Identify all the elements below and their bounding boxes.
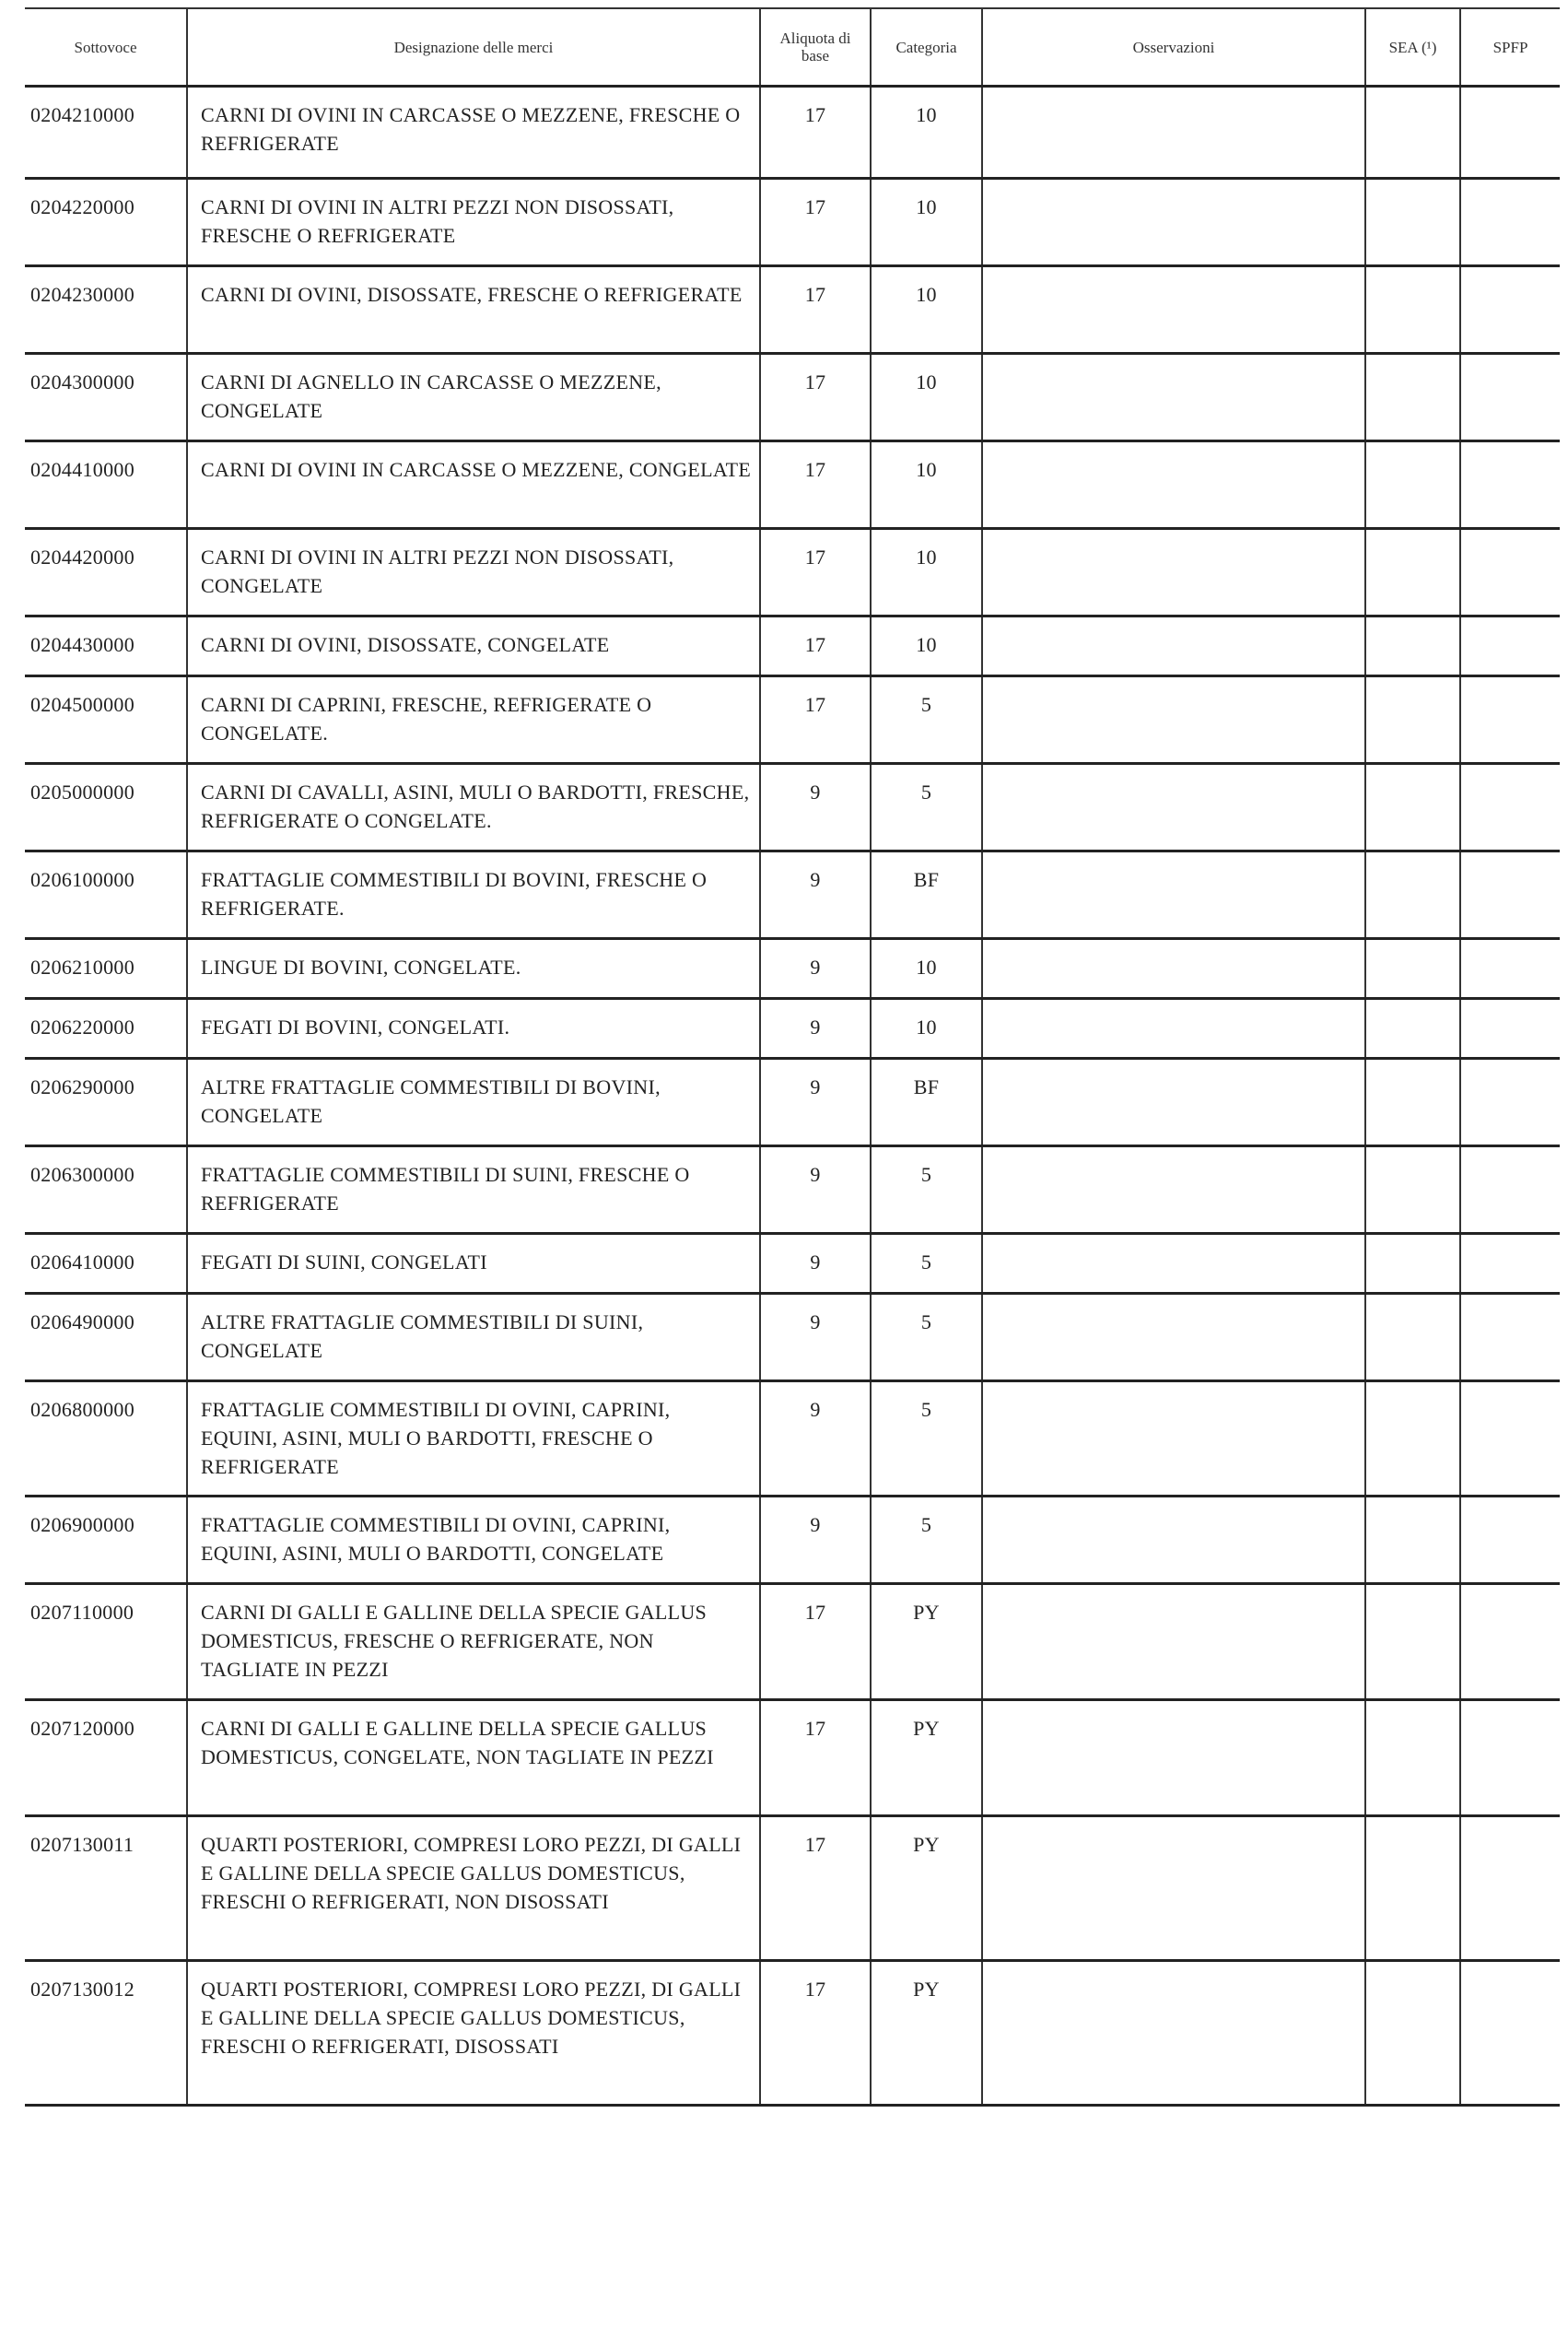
- row-spfp: [1460, 1294, 1560, 1381]
- row-sea: [1365, 1497, 1460, 1584]
- tariff-table: [25, 7, 1560, 2107]
- row-category: PY: [871, 1700, 982, 1816]
- row-description: CARNI DI CAPRINI, FRESCHE, REFRIGERATE O CONGELATE.: [187, 676, 760, 764]
- row-description: CARNI DI OVINI IN CARCASSE O MEZZENE, FRESCHE O REFRIGERATE: [187, 87, 760, 179]
- row-spfp: [1460, 1059, 1560, 1146]
- row-base-rate: 17: [760, 676, 871, 764]
- row-spfp: [1460, 266, 1560, 354]
- row-base-rate: 9: [760, 1059, 871, 1146]
- row-base-rate: 9: [760, 764, 871, 851]
- row-code: 0205000000: [25, 764, 187, 851]
- table-row: [25, 999, 1560, 1059]
- row-spfp: [1460, 441, 1560, 529]
- row-sea: [1365, 1700, 1460, 1816]
- row-code: 0204410000: [25, 441, 187, 529]
- row-spfp: [1460, 616, 1560, 676]
- row-category: 10: [871, 179, 982, 266]
- row-base-rate: 17: [760, 354, 871, 441]
- table-body: [25, 87, 1560, 2106]
- row-code: 0206900000: [25, 1497, 187, 1584]
- row-observations: [982, 939, 1365, 999]
- table-row: [25, 764, 1560, 851]
- row-spfp: [1460, 1816, 1560, 1961]
- row-sea: [1365, 1961, 1460, 2106]
- row-code: 0204300000: [25, 354, 187, 441]
- row-base-rate: 9: [760, 939, 871, 999]
- row-code: 0204420000: [25, 529, 187, 616]
- table-row: [25, 1234, 1560, 1294]
- row-code: 0204430000: [25, 616, 187, 676]
- row-spfp: [1460, 1381, 1560, 1497]
- row-sea: [1365, 1381, 1460, 1497]
- table-header: [25, 8, 1560, 87]
- row-description: FRATTAGLIE COMMESTIBILI DI OVINI, CAPRINI, EQUINI, ASINI, MULI O BARDOTTI, CONGELATE: [187, 1497, 760, 1584]
- row-sea: [1365, 999, 1460, 1059]
- row-code: 0207120000: [25, 1700, 187, 1816]
- row-description: FEGATI DI BOVINI, CONGELATI.: [187, 999, 760, 1059]
- row-sea: [1365, 676, 1460, 764]
- row-category: BF: [871, 1059, 982, 1146]
- row-base-rate: 9: [760, 999, 871, 1059]
- table-row: [25, 87, 1560, 179]
- table-row: [25, 616, 1560, 676]
- row-code: 0207110000: [25, 1584, 187, 1700]
- header-row: [25, 8, 1560, 87]
- row-spfp: [1460, 1497, 1560, 1584]
- row-observations: [982, 529, 1365, 616]
- row-code: 0204220000: [25, 179, 187, 266]
- row-observations: [982, 1961, 1365, 2106]
- row-code: 0207130011: [25, 1816, 187, 1961]
- row-code: 0206220000: [25, 999, 187, 1059]
- row-description: FRATTAGLIE COMMESTIBILI DI SUINI, FRESCHE O REFRIGERATE: [187, 1146, 760, 1234]
- row-spfp: [1460, 1700, 1560, 1816]
- table-row: [25, 1146, 1560, 1234]
- row-code: 0206410000: [25, 1234, 187, 1294]
- row-description: FEGATI DI SUINI, CONGELATI: [187, 1234, 760, 1294]
- row-description: CARNI DI OVINI, DISOSSATE, FRESCHE O REFRIGERATE: [187, 266, 760, 354]
- table-row: [25, 529, 1560, 616]
- row-description: CARNI DI OVINI IN ALTRI PEZZI NON DISOSSATI, FRESCHE O REFRIGERATE: [187, 179, 760, 266]
- table-row: [25, 939, 1560, 999]
- row-category: PY: [871, 1961, 982, 2106]
- row-description: FRATTAGLIE COMMESTIBILI DI BOVINI, FRESCHE O REFRIGERATE.: [187, 851, 760, 939]
- table-row: [25, 354, 1560, 441]
- row-category: PY: [871, 1816, 982, 1961]
- row-spfp: [1460, 676, 1560, 764]
- row-base-rate: 17: [760, 266, 871, 354]
- row-category: 10: [871, 87, 982, 179]
- col-header-osservazioni: Osservazioni: [982, 8, 1365, 87]
- row-code: 0206210000: [25, 939, 187, 999]
- row-sea: [1365, 1584, 1460, 1700]
- table-row: [25, 1294, 1560, 1381]
- row-sea: [1365, 441, 1460, 529]
- row-category: 10: [871, 266, 982, 354]
- row-observations: [982, 266, 1365, 354]
- row-code: 0206800000: [25, 1381, 187, 1497]
- table-row: [25, 266, 1560, 354]
- row-base-rate: 17: [760, 529, 871, 616]
- row-description: QUARTI POSTERIORI, COMPRESI LORO PEZZI, DI GALLI E GALLINE DELLA SPECIE GALLUS DOMESTICUS, FRESCHI O REFRIGERATI, NON DISOSSATI: [187, 1816, 760, 1961]
- row-category: 5: [871, 1234, 982, 1294]
- row-category: 5: [871, 1294, 982, 1381]
- row-description: CARNI DI GALLI E GALLINE DELLA SPECIE GALLUS DOMESTICUS, CONGELATE, NON TAGLIATE IN PEZZI: [187, 1700, 760, 1816]
- row-description: CARNI DI CAVALLI, ASINI, MULI O BARDOTTI, FRESCHE, REFRIGERATE O CONGELATE.: [187, 764, 760, 851]
- row-base-rate: 17: [760, 441, 871, 529]
- row-base-rate: 9: [760, 1146, 871, 1234]
- row-code: 0204500000: [25, 676, 187, 764]
- row-base-rate: 9: [760, 1497, 871, 1584]
- row-base-rate: 17: [760, 87, 871, 179]
- row-spfp: [1460, 1146, 1560, 1234]
- col-header-categoria: Categoria: [871, 8, 982, 87]
- col-header-designazione: Designazione delle merci: [187, 8, 760, 87]
- row-observations: [982, 441, 1365, 529]
- table-row: [25, 1059, 1560, 1146]
- col-header-sottovoce: Sottovoce: [25, 8, 187, 87]
- row-category: 10: [871, 354, 982, 441]
- row-observations: [982, 87, 1365, 179]
- table-row: [25, 1961, 1560, 2106]
- row-sea: [1365, 616, 1460, 676]
- row-code: 0206490000: [25, 1294, 187, 1381]
- row-spfp: [1460, 1961, 1560, 2106]
- row-base-rate: 9: [760, 1234, 871, 1294]
- row-sea: [1365, 266, 1460, 354]
- row-sea: [1365, 179, 1460, 266]
- row-sea: [1365, 764, 1460, 851]
- row-category: 5: [871, 1497, 982, 1584]
- row-description: CARNI DI OVINI, DISOSSATE, CONGELATE: [187, 616, 760, 676]
- row-observations: [982, 1059, 1365, 1146]
- row-sea: [1365, 851, 1460, 939]
- table-row: [25, 1497, 1560, 1584]
- table-row: [25, 1584, 1560, 1700]
- row-sea: [1365, 1234, 1460, 1294]
- row-sea: [1365, 1146, 1460, 1234]
- row-observations: [982, 1381, 1365, 1497]
- col-header-sea: SEA (¹): [1365, 8, 1460, 87]
- row-category: 10: [871, 939, 982, 999]
- row-code: 0206290000: [25, 1059, 187, 1146]
- row-description: ALTRE FRATTAGLIE COMMESTIBILI DI BOVINI, CONGELATE: [187, 1059, 760, 1146]
- row-spfp: [1460, 999, 1560, 1059]
- row-sea: [1365, 1294, 1460, 1381]
- row-description: CARNI DI AGNELLO IN CARCASSE O MEZZENE, CONGELATE: [187, 354, 760, 441]
- row-observations: [982, 616, 1365, 676]
- row-category: 5: [871, 764, 982, 851]
- table-row: [25, 441, 1560, 529]
- row-observations: [982, 999, 1365, 1059]
- row-code: 0206300000: [25, 1146, 187, 1234]
- col-header-spfp: SPFP: [1460, 8, 1560, 87]
- row-base-rate: 9: [760, 851, 871, 939]
- row-description: FRATTAGLIE COMMESTIBILI DI OVINI, CAPRINI, EQUINI, ASINI, MULI O BARDOTTI, FRESCHE O REFRIGERATE: [187, 1381, 760, 1497]
- row-observations: [982, 1497, 1365, 1584]
- row-base-rate: 17: [760, 1961, 871, 2106]
- row-spfp: [1460, 354, 1560, 441]
- row-description: QUARTI POSTERIORI, COMPRESI LORO PEZZI, DI GALLI E GALLINE DELLA SPECIE GALLUS DOMESTICUS, FRESCHI O REFRIGERATI, DISOSSATI: [187, 1961, 760, 2106]
- table-row: [25, 676, 1560, 764]
- row-sea: [1365, 529, 1460, 616]
- row-category: 10: [871, 616, 982, 676]
- row-observations: [982, 1816, 1365, 1961]
- row-category: 10: [871, 999, 982, 1059]
- row-code: 0204230000: [25, 266, 187, 354]
- row-sea: [1365, 939, 1460, 999]
- row-description: CARNI DI GALLI E GALLINE DELLA SPECIE GALLUS DOMESTICUS, FRESCHE O REFRIGERATE, NON TAGLIATE IN PEZZI: [187, 1584, 760, 1700]
- row-observations: [982, 851, 1365, 939]
- row-observations: [982, 676, 1365, 764]
- table-row: [25, 179, 1560, 266]
- row-code: 0206100000: [25, 851, 187, 939]
- row-sea: [1365, 87, 1460, 179]
- row-base-rate: 17: [760, 1700, 871, 1816]
- row-observations: [982, 764, 1365, 851]
- row-spfp: [1460, 1234, 1560, 1294]
- row-base-rate: 17: [760, 179, 871, 266]
- row-category: PY: [871, 1584, 982, 1700]
- row-code: 0204210000: [25, 87, 187, 179]
- row-description: ALTRE FRATTAGLIE COMMESTIBILI DI SUINI, CONGELATE: [187, 1294, 760, 1381]
- table-row: [25, 1381, 1560, 1497]
- row-sea: [1365, 354, 1460, 441]
- row-observations: [982, 1146, 1365, 1234]
- row-spfp: [1460, 179, 1560, 266]
- row-observations: [982, 354, 1365, 441]
- row-category: 10: [871, 529, 982, 616]
- row-code: 0207130012: [25, 1961, 187, 2106]
- row-observations: [982, 1234, 1365, 1294]
- row-spfp: [1460, 939, 1560, 999]
- row-observations: [982, 179, 1365, 266]
- row-base-rate: 9: [760, 1294, 871, 1381]
- row-spfp: [1460, 764, 1560, 851]
- row-observations: [982, 1584, 1365, 1700]
- row-description: LINGUE DI BOVINI, CONGELATE.: [187, 939, 760, 999]
- row-description: CARNI DI OVINI IN ALTRI PEZZI NON DISOSSATI, CONGELATE: [187, 529, 760, 616]
- row-category: BF: [871, 851, 982, 939]
- row-category: 10: [871, 441, 982, 529]
- row-spfp: [1460, 1584, 1560, 1700]
- row-base-rate: 17: [760, 1816, 871, 1961]
- row-sea: [1365, 1816, 1460, 1961]
- table-row: [25, 851, 1560, 939]
- row-sea: [1365, 1059, 1460, 1146]
- table-row: [25, 1816, 1560, 1961]
- row-base-rate: 17: [760, 1584, 871, 1700]
- row-category: 5: [871, 1381, 982, 1497]
- row-base-rate: 17: [760, 616, 871, 676]
- table-row: [25, 1700, 1560, 1816]
- row-description: CARNI DI OVINI IN CARCASSE O MEZZENE, CONGELATE: [187, 441, 760, 529]
- row-spfp: [1460, 529, 1560, 616]
- row-observations: [982, 1700, 1365, 1816]
- row-category: 5: [871, 676, 982, 764]
- row-base-rate: 9: [760, 1381, 871, 1497]
- row-observations: [982, 1294, 1365, 1381]
- row-spfp: [1460, 87, 1560, 179]
- row-category: 5: [871, 1146, 982, 1234]
- row-spfp: [1460, 851, 1560, 939]
- col-header-aliquota: Aliquota di base: [760, 8, 871, 87]
